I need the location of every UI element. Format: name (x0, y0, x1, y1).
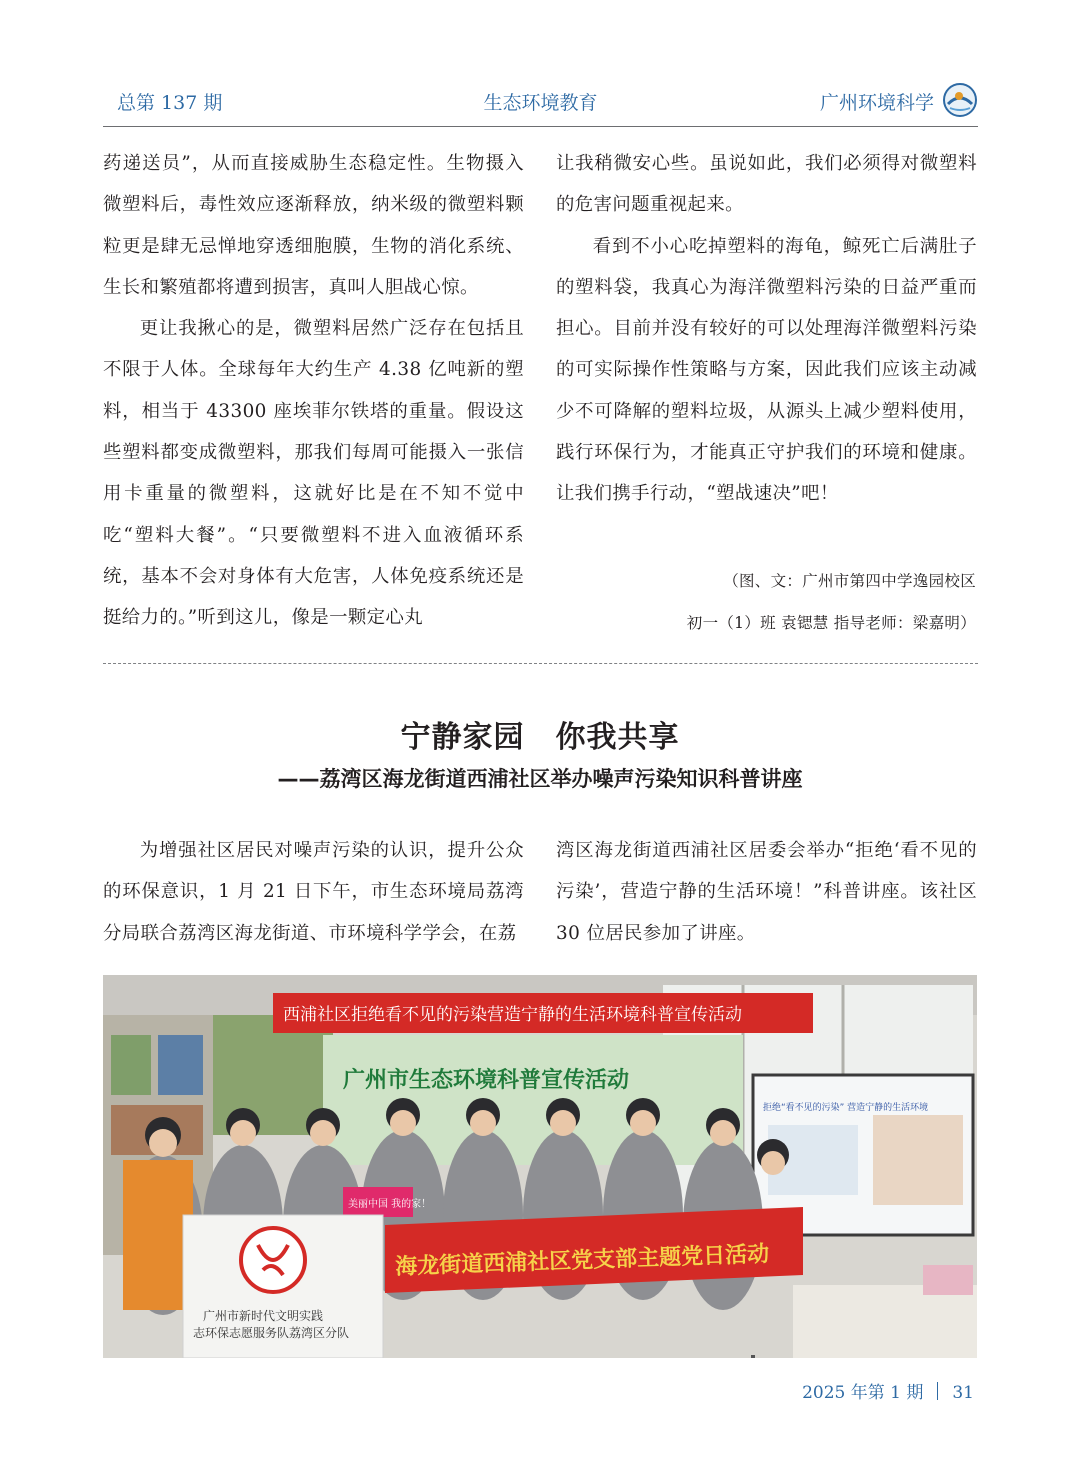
flag-line2: 志环保志愿服务队荔湾区分队 (193, 1326, 350, 1340)
article2-left-column (103, 830, 524, 954)
flag-line1: 广州市新时代文明实践 (203, 1309, 324, 1323)
paragraph: 更让我揪心的是，微塑料居然广泛存在包括且不限于人体。全球每年大约生产 4.38 亿吨新的塑料，相当于 43300 座埃菲尔铁塔的重量。假设这些塑料都变成微塑料，那我们每周可能摄入一张信用卡重量的微塑料，这就好比是在不知不觉中吃“塑料大餐”。“只要微塑料不进入血液循环系统，基本不会对身体有大危害，人体免疫系统还是挺给力的。”听到这儿，像是一颗定心丸 (103, 318, 524, 629)
top-banner-text: 西浦社区拒绝看不见的污染营造宁静的生活环境科普宣传活动 (283, 1005, 742, 1025)
sign-text: 美丽中国 我的家！ (348, 1199, 432, 1210)
section-divider (103, 663, 978, 664)
paragraph: 为增强社区居民对噪声污染的认识，提升公众的环保意识，1 月 21 日下午，市生态环境局荔湾分局联合荔湾区海龙街道、市环境科学学会，在荔 (103, 840, 524, 944)
footer-issue: 2025 年第 1 期 (802, 1383, 924, 1403)
section-title: 生态环境教育 (483, 92, 598, 114)
article-title: 宁静家园 你我共享 (400, 720, 680, 755)
paragraph: 药递送员”，从而直接威胁生态稳定性。生物摄入微塑料后，毒性效应逐渐释放，纳米级的微塑料颗粒更是肆无忌惮地穿透细胞膜，生物的消化系统、生长和繁殖都将遭到损害，真叫人胆战心惊。 (103, 153, 524, 298)
article2-right-column (556, 830, 977, 954)
paragraph: 湾区海龙街道西浦社区居委会举办“拒绝‘看不见的污染’，营造宁静的生活环境！”科普讲座。该社区 30 位居民参加了讲座。 (556, 840, 977, 944)
paragraph: 让我稍微安心些。虽说如此，我们必须得对微塑料的危害问题重视起来。 (556, 153, 977, 216)
author-credit-line1: （图、文：广州市第四中学逸园校区 (723, 572, 976, 590)
header-divider (103, 126, 978, 127)
paragraph: 看到不小心吃掉塑料的海龟，鲸死亡后满肚子的塑料袋，我真心为海洋微塑料污染的日益严重而担心。目前并没有较好的可以处理海洋微塑料污染的可实际操作性策略与方案，因此我们应该主动减少不可降解的塑料垃圾，从源头上减少塑料使用，践行环保行为，才能真正守护我们的环境和健康。让我们携手行动，“塑战速决”吧！ (556, 235, 977, 505)
article1-right-column (556, 143, 977, 515)
footer-separator (937, 1382, 938, 1400)
page-header (103, 88, 978, 118)
screen-title: 拒绝“看不见的污染” 营造宁静的生活环境 (763, 1103, 929, 1113)
article1-left-column (103, 143, 524, 639)
author-credit-line2: 初一（1）班 袁锶慧 指导老师：梁嘉明） (686, 614, 976, 632)
backdrop-title: 广州市生态环境科普宣传活动 (343, 1068, 630, 1093)
issue-number: 总第 137 期 (117, 92, 223, 114)
page-number: 31 (952, 1383, 974, 1403)
page-footer (802, 1378, 974, 1403)
journal-logo-icon (942, 82, 978, 118)
article-subtitle: ——荔湾区海龙街道西浦社区举办噪声污染知识科普讲座 (277, 767, 803, 791)
journal-name: 广州环境科学 (819, 92, 934, 114)
red-banner-text: 海龙街道西浦社区党支部主题党日活动 (394, 1241, 770, 1280)
event-photo (103, 975, 977, 1358)
